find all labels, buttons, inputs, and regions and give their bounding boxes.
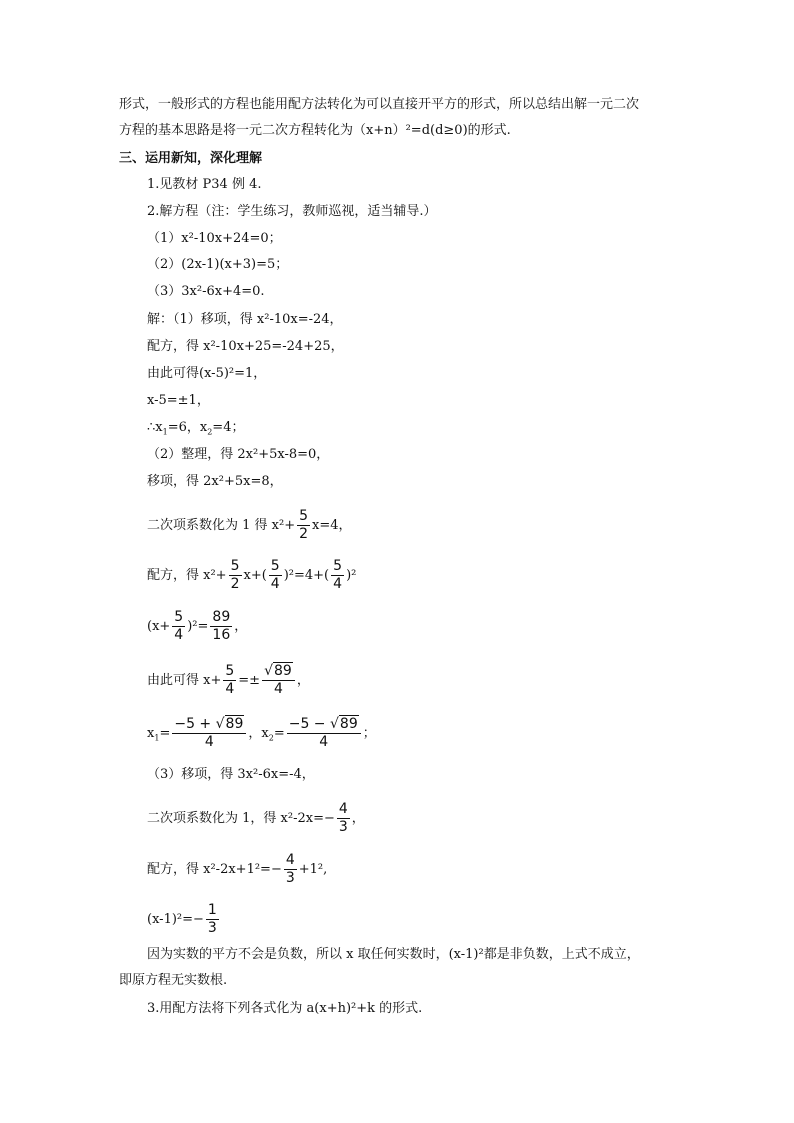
frac-den: 4 <box>174 627 184 643</box>
frac-den: 3 <box>285 870 295 886</box>
fraction-1-3 <box>206 902 219 937</box>
solution-2-step-e <box>147 609 247 644</box>
solution-1-step-c: 由此可得(x-5)²=1， <box>147 366 267 381</box>
solution-1-step-d: x-5=±1， <box>147 393 210 408</box>
frac-den: 4 <box>273 681 283 697</box>
frac-num: 1 <box>207 902 217 918</box>
s1-mid: =6，x <box>167 420 208 435</box>
s2e-mid: )²= <box>187 619 209 634</box>
s2d-mid2: )²=4+( <box>283 568 330 583</box>
frac-den: 4 <box>225 681 235 697</box>
fraction-root-2 <box>287 716 361 751</box>
intro-line-1: 形式，一般形式的方程也能用配方法转化为可以直接开平方的形式，所以总结出解一元二次 <box>119 97 640 112</box>
s3d-pre: (x-1)²=− <box>147 912 204 927</box>
frac-den: 4 <box>204 734 214 750</box>
s3c-pre: 配方，得 x²-2x+1²=− <box>147 862 282 877</box>
frac-den: 4 <box>270 576 280 592</box>
solution-1-step-b: 配方，得 x²-10x+25=-24+25， <box>147 339 344 354</box>
fraction-5-4 <box>172 609 185 644</box>
frac-num <box>172 716 246 734</box>
item-1: 1.见教材 P34 例 4. <box>147 177 262 192</box>
radicand: 89 <box>274 663 292 679</box>
solution-2-step-c <box>147 508 352 543</box>
frac-num: 5 <box>174 609 184 625</box>
frac-den: 3 <box>338 819 348 835</box>
s1-end: =4； <box>212 420 245 435</box>
sqrt-sign: √ <box>264 663 273 679</box>
s2d-mid: x+( <box>243 568 267 583</box>
solution-3-step-c <box>147 852 327 887</box>
s2e-end: ， <box>234 619 248 634</box>
fraction-sqrt89-4 <box>262 663 295 698</box>
fraction-4-3 <box>284 852 297 887</box>
sqrt-89 <box>264 663 293 680</box>
solution-2-step-f <box>147 663 310 698</box>
fraction-4-3 <box>337 801 350 836</box>
frac-num: 5 <box>225 663 235 679</box>
sqrt-sign: √ <box>330 716 339 732</box>
frac-num: 5 <box>333 558 343 574</box>
intro-line-2: 方程的基本思路是将一元二次方程转化为（x+n）²=d(d≥0)的形式. <box>119 123 511 138</box>
s3b-pre: 二次项系数化为 1，得 x²-2x=− <box>147 811 335 826</box>
frac-num: 5 <box>299 508 309 524</box>
sub-1: 1 <box>162 427 168 437</box>
sub-1: 1 <box>154 733 160 743</box>
s3c-end: +1², <box>298 862 328 877</box>
equation-3: （3）3x²-6x+4=0. <box>147 284 265 299</box>
frac-num: 5 <box>230 558 240 574</box>
frac-den: 4 <box>319 734 329 750</box>
frac-num <box>287 716 361 734</box>
solution-3-step-d <box>147 902 221 937</box>
s2e-pre: (x+ <box>147 619 171 634</box>
s2f-mid: =± <box>238 673 261 688</box>
frac-den: 3 <box>207 920 217 936</box>
frac-den: 4 <box>333 576 343 592</box>
item-3: 3.用配方法将下列各式化为 a(x+h)²+k 的形式. <box>147 1001 423 1016</box>
equals: = <box>159 726 171 741</box>
sqrt-sign: √ <box>215 716 225 732</box>
solution-3-step-b <box>147 801 365 836</box>
frac-den: 16 <box>212 627 231 643</box>
s2f-pre: 由此可得 x+ <box>147 673 222 688</box>
section-heading: 三、运用新知，深化理解 <box>119 151 263 166</box>
s2c-post: x=4， <box>312 518 352 533</box>
solution-2-roots <box>147 716 376 751</box>
s1-x: ∴x <box>147 420 163 435</box>
sqrt-89 <box>330 716 359 733</box>
num-pre: −5 + <box>174 716 216 732</box>
frac-num: 89 <box>212 609 231 625</box>
fraction-89-16 <box>210 609 232 644</box>
solution-3-step-a: （3）移项，得 3x²-6x=-4， <box>147 767 315 782</box>
radicand: 89 <box>225 716 244 732</box>
s2f-end: ， <box>296 673 310 688</box>
conclusion-line-2: 即原方程无实数根. <box>119 973 228 988</box>
frac-num: 5 <box>270 558 280 574</box>
frac-num: 4 <box>285 852 295 868</box>
x2-label: ，x <box>248 726 269 741</box>
s3b-end: ， <box>351 811 365 826</box>
s2c-pre: 二次项系数化为 1 得 x²+ <box>147 518 296 533</box>
fraction-5-2 <box>297 508 310 543</box>
s2g-end: ； <box>362 726 376 741</box>
radicand: 89 <box>339 716 358 732</box>
fraction-root-1 <box>172 716 246 751</box>
s2d-pre: 配方，得 x²+ <box>147 568 227 583</box>
sub-2: 2 <box>207 427 213 437</box>
solution-2-step-b: 移项，得 2x²+5x=8， <box>147 474 283 489</box>
fraction-5-4 <box>269 558 282 593</box>
equation-2: （2）(2x-1)(x+3)=5； <box>147 257 289 272</box>
equation-1: （1）x²-10x+24=0； <box>147 231 282 246</box>
fraction-5-4 <box>223 663 236 698</box>
sub-2: 2 <box>268 733 274 743</box>
conclusion-line-1: 因为实数的平方不会是负数，所以 x 取任何实数时，(x-1)²都是非负数，上式不成立， <box>147 947 640 962</box>
solution-2-step-d <box>147 558 356 593</box>
fraction-5-2 <box>229 558 242 593</box>
frac-num <box>262 663 295 681</box>
solution-1-step-a: 解：（1）移项，得 x²-10x=-24， <box>147 312 343 327</box>
frac-num: 4 <box>338 801 348 817</box>
s2d-end: )² <box>346 568 357 583</box>
item-2: 2.解方程（注：学生练习，教师巡视，适当辅导.） <box>147 204 437 219</box>
sqrt-89 <box>216 716 245 733</box>
solution-1-result <box>147 419 244 437</box>
num-pre: −5 − <box>288 716 330 732</box>
fraction-5-4 <box>331 558 344 593</box>
solution-2-step-a: （2）整理，得 2x²+5x-8=0， <box>147 447 330 462</box>
frac-den: 2 <box>299 526 309 542</box>
x1-label: x <box>147 726 155 741</box>
equals: = <box>273 726 285 741</box>
frac-den: 2 <box>230 576 240 592</box>
